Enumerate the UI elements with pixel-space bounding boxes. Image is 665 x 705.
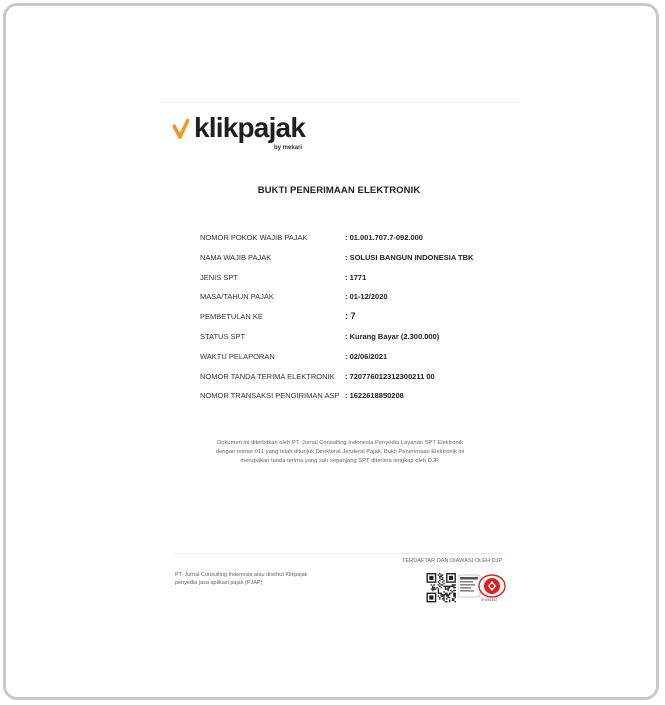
field-value: : 01.001.707.7-092.000 <box>345 233 423 242</box>
field-row-tanda-terima <box>200 372 520 392</box>
company-line: penyedia jasa aplikasi pajak (PJAP) <box>175 580 263 586</box>
footer-company <box>175 571 350 587</box>
field-label: NOMOR POKOK WAJIB PAJAK <box>200 233 308 242</box>
field-label: NOMOR TRANSAKSI PENGIRIMAN ASP <box>200 391 340 401</box>
klikpajak-logo <box>173 112 323 156</box>
field-value: : 720776012312300211 00 <box>345 371 435 381</box>
field-value: : 01-12/2020 <box>345 292 388 302</box>
field-row-waktu <box>200 352 520 372</box>
field-label: WAKTU PELAPORAN <box>200 351 275 361</box>
field-value: : 1771 <box>345 272 367 282</box>
field-row-pembetulan <box>200 312 520 332</box>
field-value: : SOLUSI BANGUN INDONESIA TBK <box>345 252 474 262</box>
company-line: PT. Jurnal Consulting Indonesia atau disebut Klikpajak <box>175 572 308 578</box>
note-line: merupakan tanda terima yang sah sepanjang SPT diterima lengkap oleh DJP. <box>240 458 440 464</box>
brand-byline: by mekari <box>274 145 303 151</box>
note-line: Dokumen ini diterbitkan oleh PT. Jurnal Consulting Indonesia Penyedia Layanan SPT Elektronik <box>217 440 463 446</box>
top-divider <box>160 102 518 103</box>
note-line: dengan nomor 011 yang telah ditunjuk Direktorat Jenderal Pajak. Bukti Penerimaan Elektronik ini <box>215 449 465 455</box>
qr-code-icon <box>426 571 456 604</box>
field-row-jenis-spt <box>200 273 520 293</box>
field-row-status <box>200 332 520 352</box>
field-value: : Kurang Bayar (2.300.000) <box>345 331 440 341</box>
registered-note: TERDAFTAR DAN DIAWASI OLEH DJP <box>402 558 503 564</box>
field-row-nama <box>200 253 520 273</box>
footer-divider <box>175 553 505 554</box>
field-label: PEMBETULAN KE <box>200 312 263 322</box>
field-label: NAMA WAJIB PAJAK <box>200 252 272 262</box>
field-row-transaksi <box>200 391 520 411</box>
field-label: STATUS SPT <box>200 331 246 341</box>
certificate-id: IS 694453 <box>481 598 497 602</box>
field-value: : 02/06/2021 <box>345 351 388 361</box>
checkmark-icon <box>173 119 189 139</box>
receipt-fields <box>200 233 520 411</box>
field-value: : 1622618850208 <box>345 391 404 401</box>
field-row-masa-tahun <box>200 292 520 312</box>
field-value: : 7 <box>345 311 356 322</box>
field-label: JENIS SPT <box>200 272 238 282</box>
field-label: MASA/TAHUN PAJAK <box>200 292 274 302</box>
document-title: BUKTI PENERIMAAN ELEKTRONIK <box>257 185 421 196</box>
legal-note <box>190 439 490 466</box>
field-row-npwp <box>200 233 520 253</box>
field-label: NOMOR TANDA TERIMA ELEKTRONIK <box>200 371 335 381</box>
brand-name: klikpajak <box>194 112 306 143</box>
